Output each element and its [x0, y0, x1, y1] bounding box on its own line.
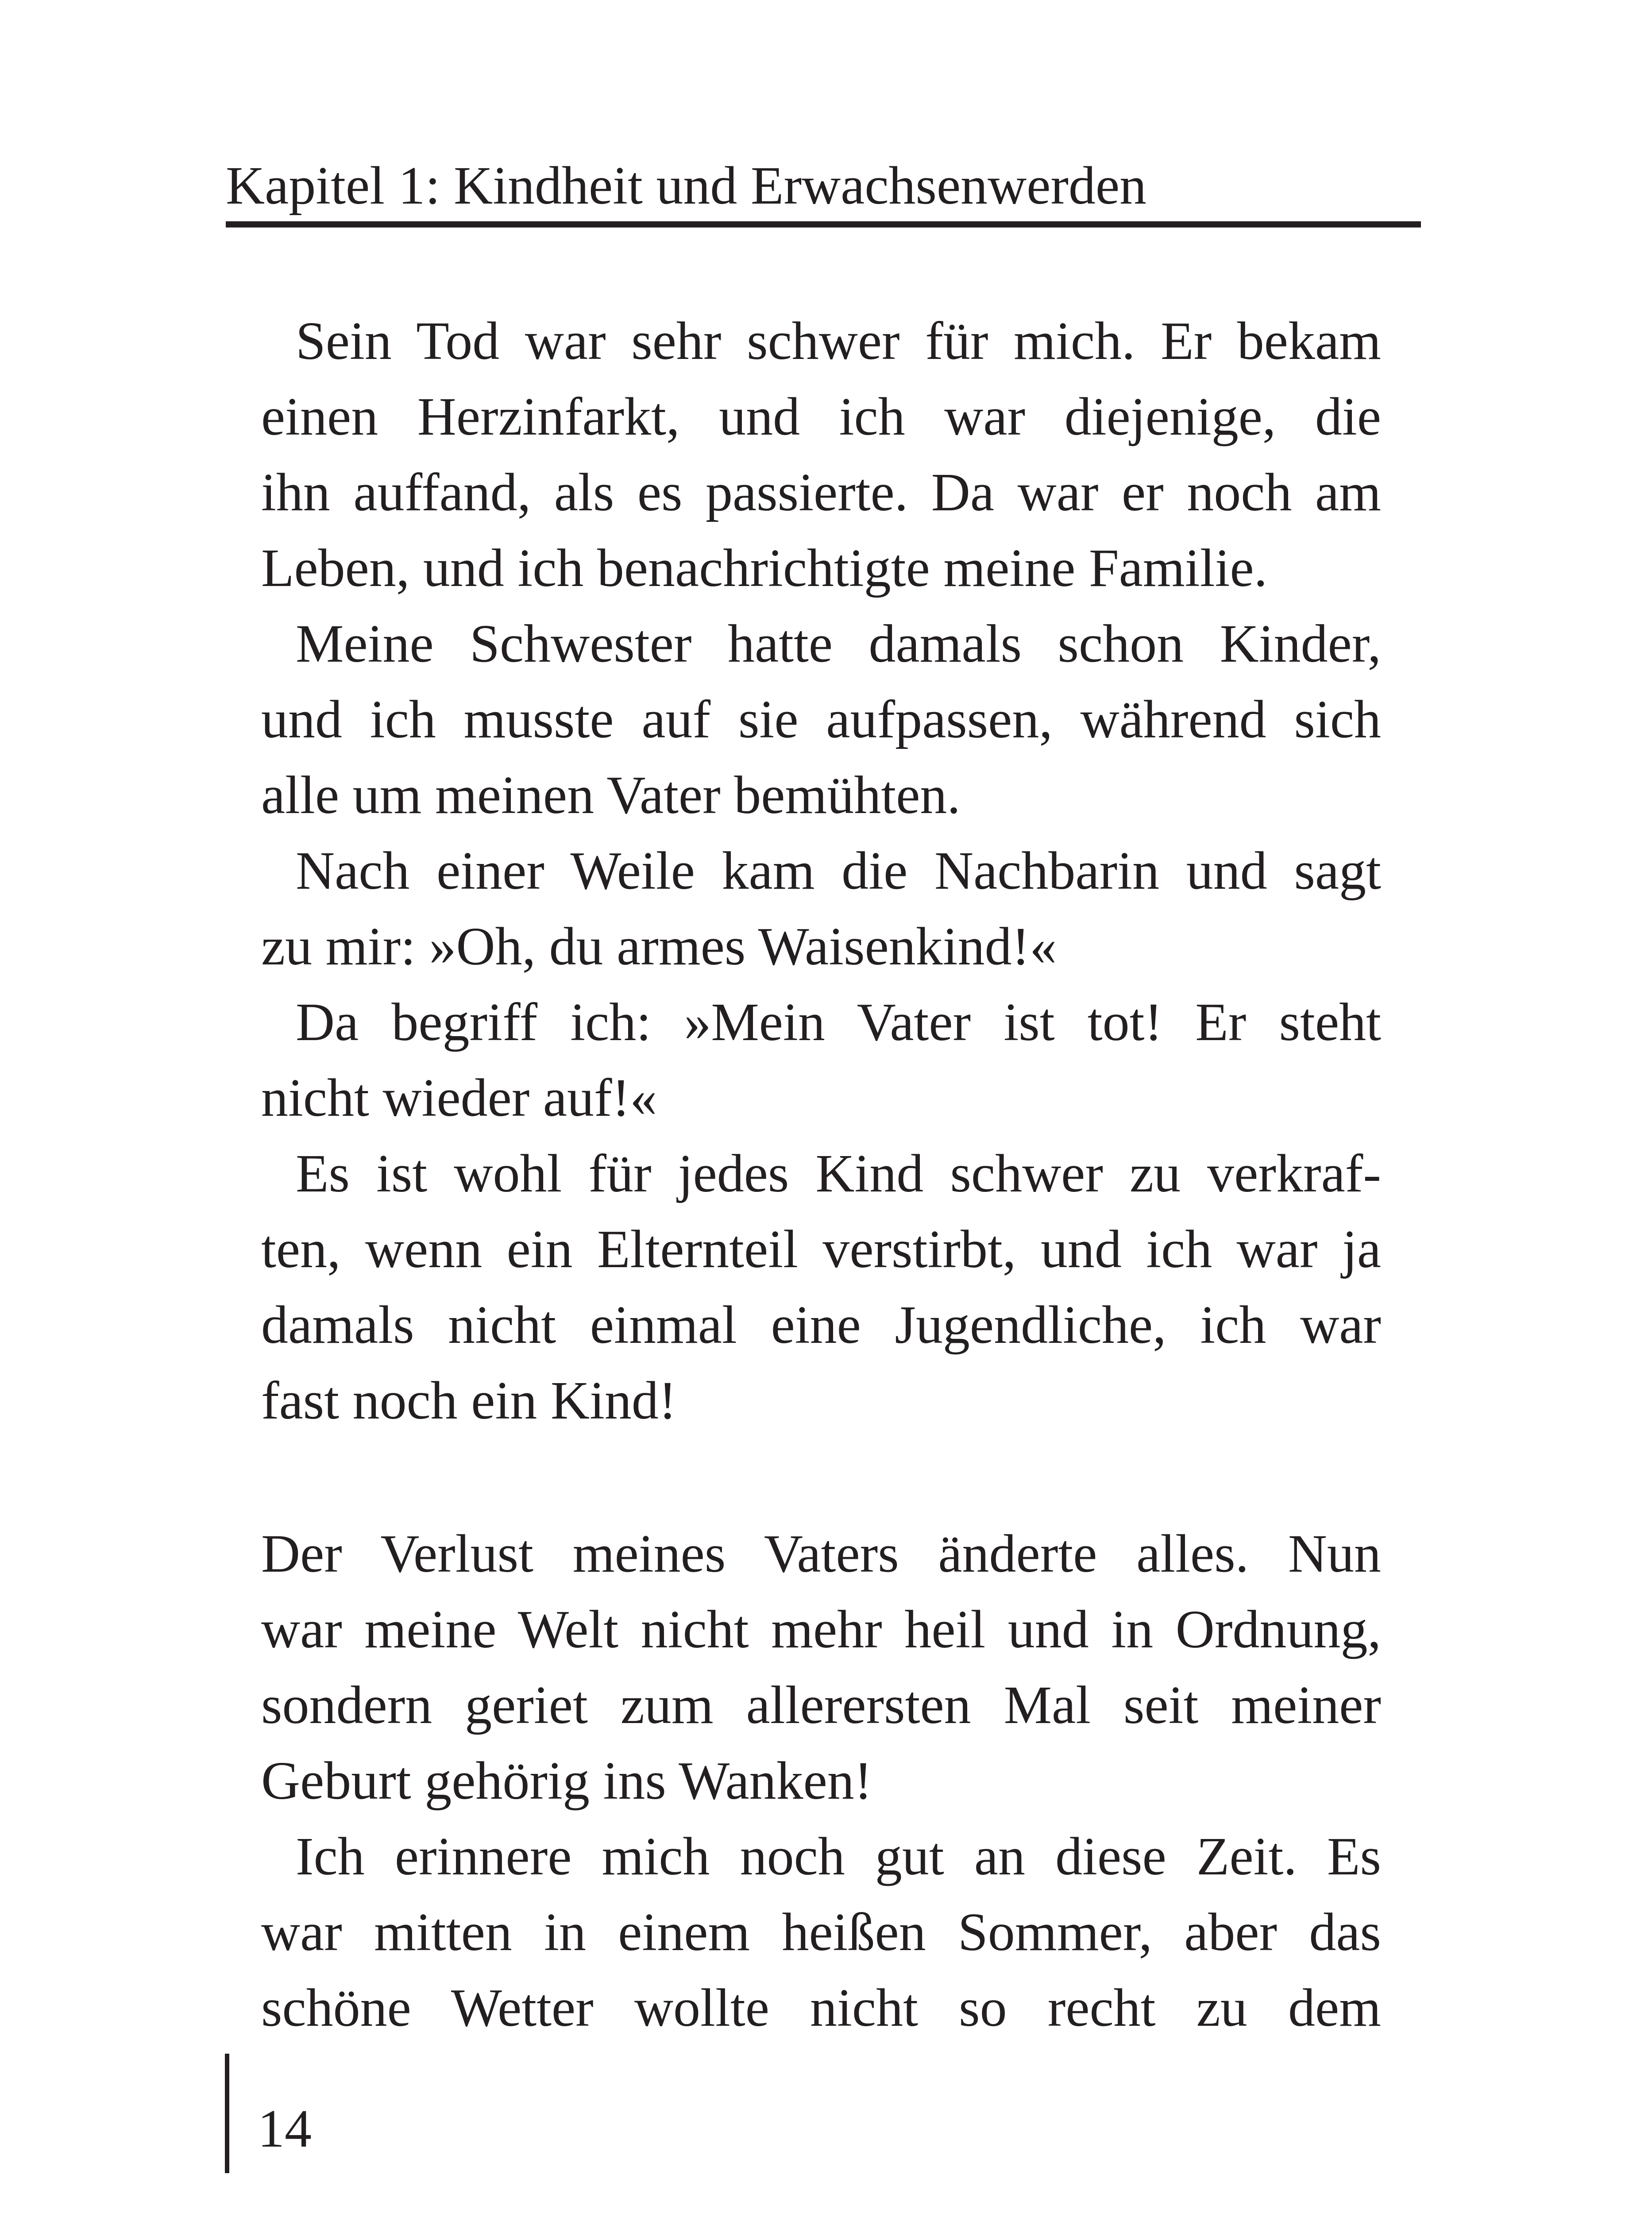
text-line: zu mir: »Oh, du armes Waisenkind!«	[261, 917, 1057, 976]
text-line: Meine Schwester hatte damals schon Kinder,	[296, 614, 1381, 674]
text-line: ihn auffand, als es passierte. Da war er noch am	[261, 463, 1381, 522]
text-line: Es ist wohl für jedes Kind schwer zu verkraf-	[296, 1144, 1381, 1203]
text-line: Geburt gehörig ins Wanken!	[261, 1751, 872, 1811]
text-line: Sein Tod war sehr schwer für mich. Er bekam	[296, 311, 1381, 371]
text-line: damals nicht einmal eine Jugendliche, ich war	[261, 1295, 1381, 1355]
header-rule	[226, 221, 1421, 227]
chapter-title: Kapitel 1: Kindheit und Erwachsenwerden	[226, 156, 1147, 216]
text-line: schöne Wetter wollte nicht so recht zu dem	[261, 1978, 1381, 2038]
text-line: ten, wenn ein Elternteil verstirbt, und ich war ja	[261, 1219, 1381, 1279]
text-line: war mitten in einem heißen Sommer, aber das	[261, 1902, 1381, 1962]
paragraph-gap	[261, 1438, 1381, 1516]
running-header	[226, 150, 1421, 221]
text-line: alle um meinen Vater bemühten.	[261, 765, 961, 825]
text-line: Nach einer Weile kam die Nachbarin und sagt	[296, 841, 1381, 901]
body-text	[261, 303, 1381, 2046]
footer-rule	[225, 2054, 229, 2173]
text-line: Ich erinnere mich noch gut an diese Zeit. Es	[296, 1827, 1381, 1886]
text-line: Da begriff ich: »Mein Vater ist tot! Er steht	[296, 992, 1381, 1052]
text-line: einen Herzinfarkt, und ich war diejenige, die	[261, 387, 1381, 447]
text-line: Der Verlust meines Vaters änderte alles. Nun	[261, 1524, 1381, 1584]
text-line: und ich musste auf sie aufpassen, während sich	[261, 690, 1381, 749]
text-line: Leben, und ich benachrichtigte meine Familie.	[261, 538, 1268, 598]
text-line: nicht wieder auf!«	[261, 1068, 657, 1128]
text-line: sondern geriet zum allerersten Mal seit meiner	[261, 1675, 1381, 1735]
text-line: fast noch ein Kind!	[261, 1371, 677, 1430]
page-number: 14	[258, 2099, 312, 2159]
text-line: war meine Welt nicht mehr heil und in Ordnung,	[261, 1600, 1381, 1659]
